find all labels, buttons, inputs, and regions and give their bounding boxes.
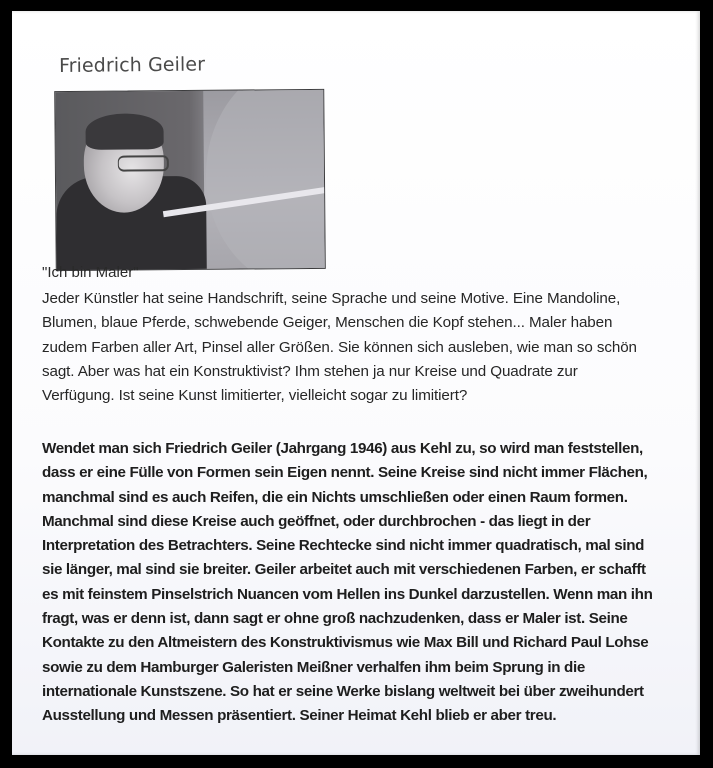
text-line: fragt, was er denn ist, dann sagt er ohne groß nachzudenken, dass er Maler ist. Seine (42, 610, 628, 628)
photo-caption: "Ich bin Maler" (42, 264, 139, 281)
text-line: sie länger, mal sind sie breiter. Geiler arbeitet auch mit verschiedenen Farben, er schafft (42, 561, 646, 579)
text-line: es mit feinstem Pinselstrich Nuancen vom Hellen ins Dunkel darzustellen. Wenn man ihn (42, 585, 653, 603)
text-line: dass er eine Fülle von Formen sein Eigen nennt. Seine Kreise sind nicht immer Flächen, (42, 464, 648, 482)
text-line: Ausstellung und Messen präsentiert. Seiner Heimat Kehl blieb er aber treu. (42, 707, 557, 725)
paragraph-biography (42, 437, 692, 729)
text-line: sowie zu dem Hamburger Galeristen Meißner verhalfen ihm beim Sprung in die (42, 658, 585, 676)
text-line: sagt. Aber was hat ein Konstruktivist? Ihm stehen ja nur Kreise und Quadrate zur (42, 362, 578, 380)
text-line: Jeder Künstler hat seine Handschrift, seine Sprache und seine Motive. Eine Mandoline, (42, 290, 621, 307)
text-line: manchmal sind es auch Reifen, die ein Nichts umschließen oder einen Raum formen. (42, 488, 628, 506)
text-line: zudem Farben aller Art, Pinsel aller Größen. Sie können sich ausleben, wie man so schön (42, 338, 637, 356)
page-title: Friedrich Geiler (58, 53, 206, 77)
text-line: internationale Kunstszene. So hat er seine Werke bislang weltweit bei über zweihundert (42, 682, 644, 700)
photo-person-glasses (118, 155, 169, 171)
text-line: Verfügung. Ist seine Kunst limitierter, vielleicht sogar zu limitiert? (42, 387, 468, 405)
text-line: Interpretation des Betrachters. Seine Rechtecke sind nicht immer quadratisch, mal sind (42, 537, 645, 555)
text-line: Manchmal sind diese Kreise auch geöffnet, oder durchbrochen - das liegt in der (42, 512, 591, 530)
artist-photo (54, 89, 326, 271)
text-line: Kontakte zu den Altmeistern des Konstruktivismus wie Max Bill und Richard Paul Lohse (42, 634, 649, 652)
paragraph-intro (42, 287, 692, 408)
photo-person-hair (85, 113, 163, 150)
text-line: Wendet man sich Friedrich Geiler (Jahrgang 1946) aus Kehl zu, so wird man feststellen, (42, 440, 643, 457)
text-line: Blumen, blaue Pferde, schwebende Geiger, Menschen die Kopf stehen... Maler haben (42, 314, 613, 332)
